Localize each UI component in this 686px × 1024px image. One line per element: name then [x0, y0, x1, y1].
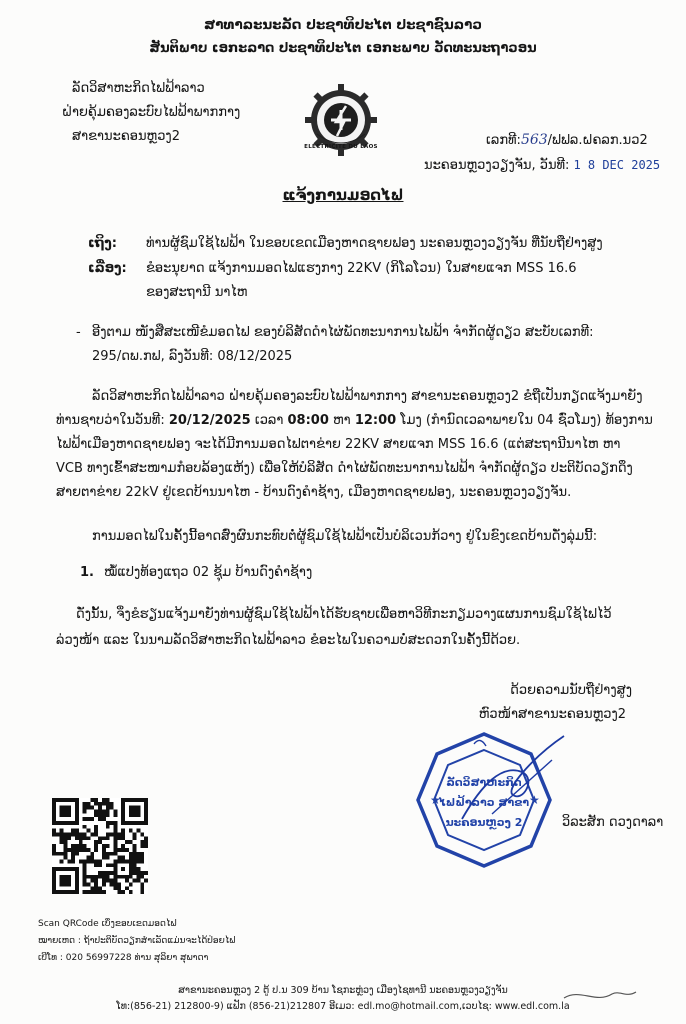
- doc-date: [424, 154, 660, 177]
- doc-number-suffix: /ຟຟລ.ຝຄລກ.ນວ2: [547, 133, 648, 148]
- footer-contact: ໂທ:(856-21) 212800-9) ແຟັກ (856-21)212807 ອີເມວ: edl.mo@hotmail.com,ເວບໄຊ: www.edl.com.la: [116, 1001, 570, 1012]
- doc-date-label: ນະຄອນຫຼວງວຽງຈັນ, ວັນທີ:: [424, 158, 570, 173]
- subject-line-1: ຂໍອະນຸຍາດ ແຈ້ງການມອດໄຟແຮງກາງ 22KV (ກິໂລໂວນ) ໃນສາຍແຈກ MSS 16.6: [146, 261, 577, 276]
- logo-caption: ELECTRICITE DU LAOS: [304, 144, 378, 150]
- respect-text: ດ້ວຍຄວາມນັບຖືຢ່າງສູງ: [510, 683, 632, 698]
- closing-line-2: ລ່ວງໜ້າ ແລະ ໃນນາມລັດວິສາຫະກິດໄຟຟ້າລາວ ຂໍອະໄພໃນຄວາມບໍ່ສະດວກໃນຄັ້ງນີ້ດ້ວຍ.: [56, 633, 521, 648]
- body-date-prefix: ທ່ານຊາບວ່າໃນວັນທີ:: [56, 413, 169, 428]
- subject-label: ເລື່ອງ:: [88, 261, 127, 276]
- affected-item-number: 1.: [80, 565, 94, 580]
- country-name: ສາທາລະນະລັດ ປະຊາທິປະໄຕ ປະຊາຊົນລາວ: [204, 17, 482, 33]
- stamp-line-3: ນະຄອນຫຼວງ 2: [445, 816, 523, 829]
- body-line-4: VCB ທາງເຂົ້າສະໜາມກ໋ອບລ້ອງແຫ້ງ) ເພື່ອໃຫ້ບໍລິສັດ ດຳໄຜ່ພັດທະນາການໄຟຟ້າ ຈຳກັດຜູ້ດຽວ ປະຕິບັດວຽກດຶງ: [56, 461, 633, 476]
- qr-note-text: ໝາຍເຫດ : ຖ້າປະຕິບັດວຽກສຳເລັດແມ່ນຈະໄດ້ປ່ອຍໄຟ: [38, 936, 236, 946]
- qr-code-icon[interactable]: [52, 798, 148, 894]
- org-line-1: ລັດວິສາຫະກິດໄຟຟ້າລາວ: [72, 81, 205, 96]
- outage-end-time: 12:00: [354, 413, 397, 428]
- reference-line-2: 295/ດພ.ກຟ, ລົງວັນທີ: 08/12/2025: [92, 349, 293, 364]
- stamp-line-1: ລັດວິສາຫະກິດ: [446, 776, 522, 789]
- doc-number-label: ເລກທີ:: [486, 133, 521, 148]
- subject-line-2: ຂອງສະຖານີ ນາໄຫ: [146, 285, 248, 300]
- body-line-5: ສາຍຕາຂ່າຍ 22kV ຢູ່ເຂດບ້ານນາໄຫ - ບ້ານດົງຄຳຊ້າງ, ເມືອງຫາດຊາຍຟອງ, ນະຄອນຫຼວງວຽງຈັນ.: [56, 485, 572, 500]
- body-time-label: ເວລາ: [250, 413, 288, 428]
- closing-line-1: ດັ່ງນັ້ນ, ຈິ່ງຂໍຮຽນແຈ້ງມາຍັງທ່ານຜູ້ຊົມໃຊ້ໄຟຟ້າໄດ້ຮັບຊາບເພື່ອຫາວິທີກະກຽມວາງແຜນການຊົມໃຊ້ໄຟໄວ້: [76, 607, 612, 622]
- qr-scan-text: Scan QRCode ເບິ່ງຂອບເຂດມອດໄຟ: [38, 919, 177, 929]
- body-duration: ໂມງ (ກຳນົດເວລາພາຍໃນ 04 ຊົ່ວໂມງ) ທ້ອງການ: [396, 413, 653, 428]
- doc-number-handwritten: 563: [520, 132, 548, 148]
- svg-text:★: ★: [529, 793, 540, 807]
- qr-contact-text: ເບີໂທ : 020 56997228 ທ່ານ ສຸລິຍາ ສຸພາດາ: [38, 953, 209, 963]
- to-label: ເຖິງ:: [88, 236, 118, 251]
- body-line-2: [56, 410, 653, 432]
- doc-number: [486, 129, 648, 152]
- svg-text:★: ★: [430, 793, 441, 807]
- affected-item-text: ໝໍ້ແປງທ້ອງແຖວ 02 ຊຸ້ມ ບ້ານດົງຄຳຊ້າງ: [104, 565, 313, 580]
- reference-line-1: ອີງຕາມ ໜັງສືສະເໜີຂໍມອດໄຟ ຂອງບໍລິສັດດຳໄຜ່ພັດທະນາການໄຟຟ້າ ຈຳກັດຜູ້ດຽວ ສະບັບເລກທີ:: [92, 325, 594, 340]
- doc-date-stamp: 1 8 DEC 2025: [573, 158, 661, 172]
- outage-date: 20/12/2025: [168, 413, 251, 428]
- stamp-line-2: ໄຟຟ້າລາວ ສາຂາ: [438, 796, 530, 809]
- signer-name: ວິລະສັກ ດວງດາລາ: [562, 815, 664, 830]
- outage-start-time: 08:00: [287, 413, 329, 428]
- country-motto: ສັນຕິພາບ ເອກະລາດ ປະຊາທິປະໄຕ ເອກະພາບ ວັດທະນະຖາວອນ: [149, 41, 537, 56]
- signer-title: ຫົວໜ້າສາຂານະຄອນຫຼວງ2: [478, 707, 626, 722]
- body-time-to: ຫາ: [328, 413, 355, 428]
- org-line-2: ຝ່າຍຄຸ້ມຄອງລະບົບໄຟຟ້າພາກກາງ: [62, 105, 241, 120]
- affected-heading: ການມອດໄຟໃນຄັ້ງນີ້ອາດສົ່ງຜົນກະທົບຕໍ່ຜູ້ຊົມໃຊ້ໄຟຟ້າເປັນບໍລິເວນກ້ວາງ ຢູ່ໃນຂົງເຂດບ້ານດັ່ງລຸ່ມນີ້:: [92, 529, 598, 544]
- document-title: ແຈ້ງການມອດໄຟ: [282, 186, 404, 204]
- body-line-3: ໄຟຟ້າເມືອງຫາດຊາຍຟອງ ຈະໄດ້ມີການມອດໄຟຕາຂ່າຍ 22KV ສາຍແຈກ MSS 16.6 (ແຕ່ສະຖານີນາໄຫ ຫາ: [56, 437, 621, 452]
- reference-bullet: -: [76, 325, 81, 340]
- body-line-1: ລັດວິສາຫະກິດໄຟຟ້າລາວ ຝ່າຍຄຸ້ມຄອງລະບົບໄຟຟ້າພາກກາງ ສາຂານະຄອນຫຼວງ2 ຂໍຖືເປັນກຽດແຈ້ງມາຍັງ: [92, 389, 643, 404]
- to-text: ທ່ານຜູ້ຊົມໃຊ້ໄຟຟ້າ ໃນຂອບເຂດເມືອງຫາດຊາຍຟອງ ນະຄອນຫຼວງວຽງຈັນ ທີ່ນັບຖືຢ່າງສູງ: [146, 236, 603, 251]
- org-line-3: ສາຂານະຄອນຫຼວງ2: [72, 129, 180, 144]
- footer-address: ສາຂານະຄອນຫຼວງ 2 ຕູ້ ປ.ນ 309 ບ້ານ ໂຊກະຫຼ່ວງ ເມືອງໄຊທານີ ນະຄອນຫຼວງວຽງຈັນ: [178, 985, 508, 996]
- signature-scribble-icon: [452, 724, 572, 834]
